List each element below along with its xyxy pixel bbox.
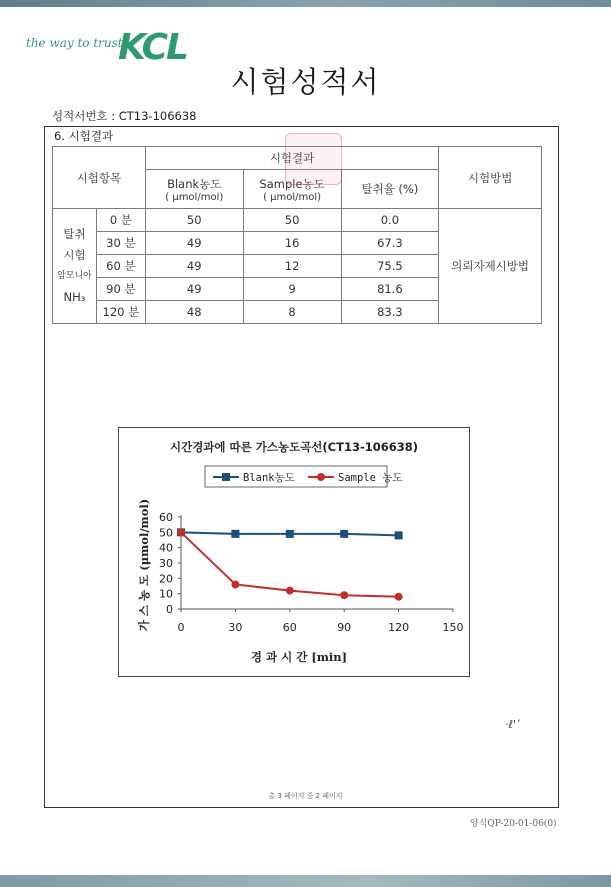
row-blank: 49 — [145, 278, 243, 301]
row-blank: 50 — [145, 209, 243, 232]
y-axis-label: 가 스 농 도 (μmol/mol) — [137, 498, 151, 632]
row-sample: 16 — [243, 232, 341, 255]
y-tick-label: 10 — [159, 587, 173, 601]
row-blank: 49 — [145, 232, 243, 255]
data-point — [231, 530, 239, 538]
header-blank-unit: ( μmol/mol) — [165, 191, 224, 203]
bottom-border-bar — [0, 875, 611, 887]
data-point — [286, 587, 294, 595]
header-blank — [145, 170, 243, 209]
x-tick-label: 30 — [228, 621, 243, 634]
row-rate: 67.3 — [341, 232, 439, 255]
x-tick-label: 0 — [177, 621, 185, 634]
data-point — [177, 528, 185, 536]
row-time: 30 분 — [96, 232, 145, 255]
header-sample-label: Sample농도 — [259, 176, 325, 191]
x-tick-label: 60 — [282, 621, 297, 634]
y-tick-label: 30 — [159, 557, 173, 570]
row-time: 120 분 — [96, 301, 145, 324]
row-time: 0 분 — [96, 209, 145, 232]
section-title: 6. 시험결과 — [54, 129, 114, 143]
data-point — [340, 591, 348, 599]
slogan: the way to trust — [26, 36, 123, 50]
kcl-logo: KCL — [118, 27, 187, 68]
document-title: 시험성적서 — [230, 65, 381, 99]
group-line-1: 탈취 — [63, 227, 86, 241]
row-blank: 49 — [145, 255, 243, 278]
header-rate: 탈취율 (%) — [341, 170, 439, 209]
row-sample: 12 — [243, 255, 341, 278]
row-blank: 48 — [145, 301, 243, 324]
legend-label: Blank농도 — [243, 472, 295, 484]
handwritten-mark: ·ℓ'ʹ — [505, 718, 520, 731]
top-border-bar — [0, 0, 611, 7]
header-test-method: 시험방법 — [439, 147, 542, 209]
group-line-3: 암모니아 — [57, 271, 92, 281]
row-rate: 75.5 — [341, 255, 439, 278]
x-axis-label: 경 과 시 간 [min] — [250, 650, 348, 664]
x-tick-label: 150 — [442, 621, 464, 634]
chart-svg — [119, 428, 469, 676]
row-rate: 0.0 — [341, 209, 439, 232]
certificate-number: 성적서번호 : CT13-106638 — [52, 109, 197, 123]
row-time: 60 분 — [96, 255, 145, 278]
chart-title: 시간경과에 따른 가스농도곡선(CT13-106638) — [169, 440, 419, 454]
group-line-4: NH₃ — [63, 290, 86, 304]
y-tick-label: 50 — [159, 526, 173, 540]
red-seal-stamp — [285, 133, 342, 185]
legend-marker — [317, 473, 325, 481]
test-group-label — [53, 209, 97, 324]
header-test-result: 시험결과 — [145, 147, 438, 170]
row-sample: 8 — [243, 301, 341, 324]
legend-label: Sample 농도 — [338, 472, 403, 484]
form-code: 양식QP-20-01-06(0) — [470, 819, 557, 829]
header-blank-label: Blank농도 — [167, 176, 222, 191]
data-point — [395, 531, 403, 539]
data-point — [395, 593, 403, 601]
y-tick-label: 60 — [159, 511, 173, 524]
row-sample: 9 — [243, 278, 341, 301]
row-sample: 50 — [243, 209, 341, 232]
row-rate: 83.3 — [341, 301, 439, 324]
data-point — [286, 530, 294, 538]
data-point — [340, 530, 348, 538]
gas-concentration-chart — [118, 427, 470, 677]
row-rate: 81.6 — [341, 278, 439, 301]
page-number: 총 3 페이지 중 2 페이지 — [268, 792, 343, 800]
x-tick-label: 90 — [337, 621, 352, 634]
y-tick-label: 20 — [159, 572, 173, 586]
header-test-item: 시험항목 — [53, 147, 146, 209]
header-sample-unit: ( μmol/mol) — [263, 191, 322, 203]
y-tick-label: 40 — [159, 541, 173, 555]
x-tick-label: 120 — [388, 621, 410, 634]
test-method-value: 의뢰자제시방법 — [439, 209, 542, 324]
row-time: 90 분 — [96, 278, 145, 301]
group-line-2: 시험 — [63, 248, 86, 262]
legend-marker — [222, 473, 230, 481]
data-point — [231, 580, 239, 588]
y-tick-label: 0 — [166, 603, 173, 616]
